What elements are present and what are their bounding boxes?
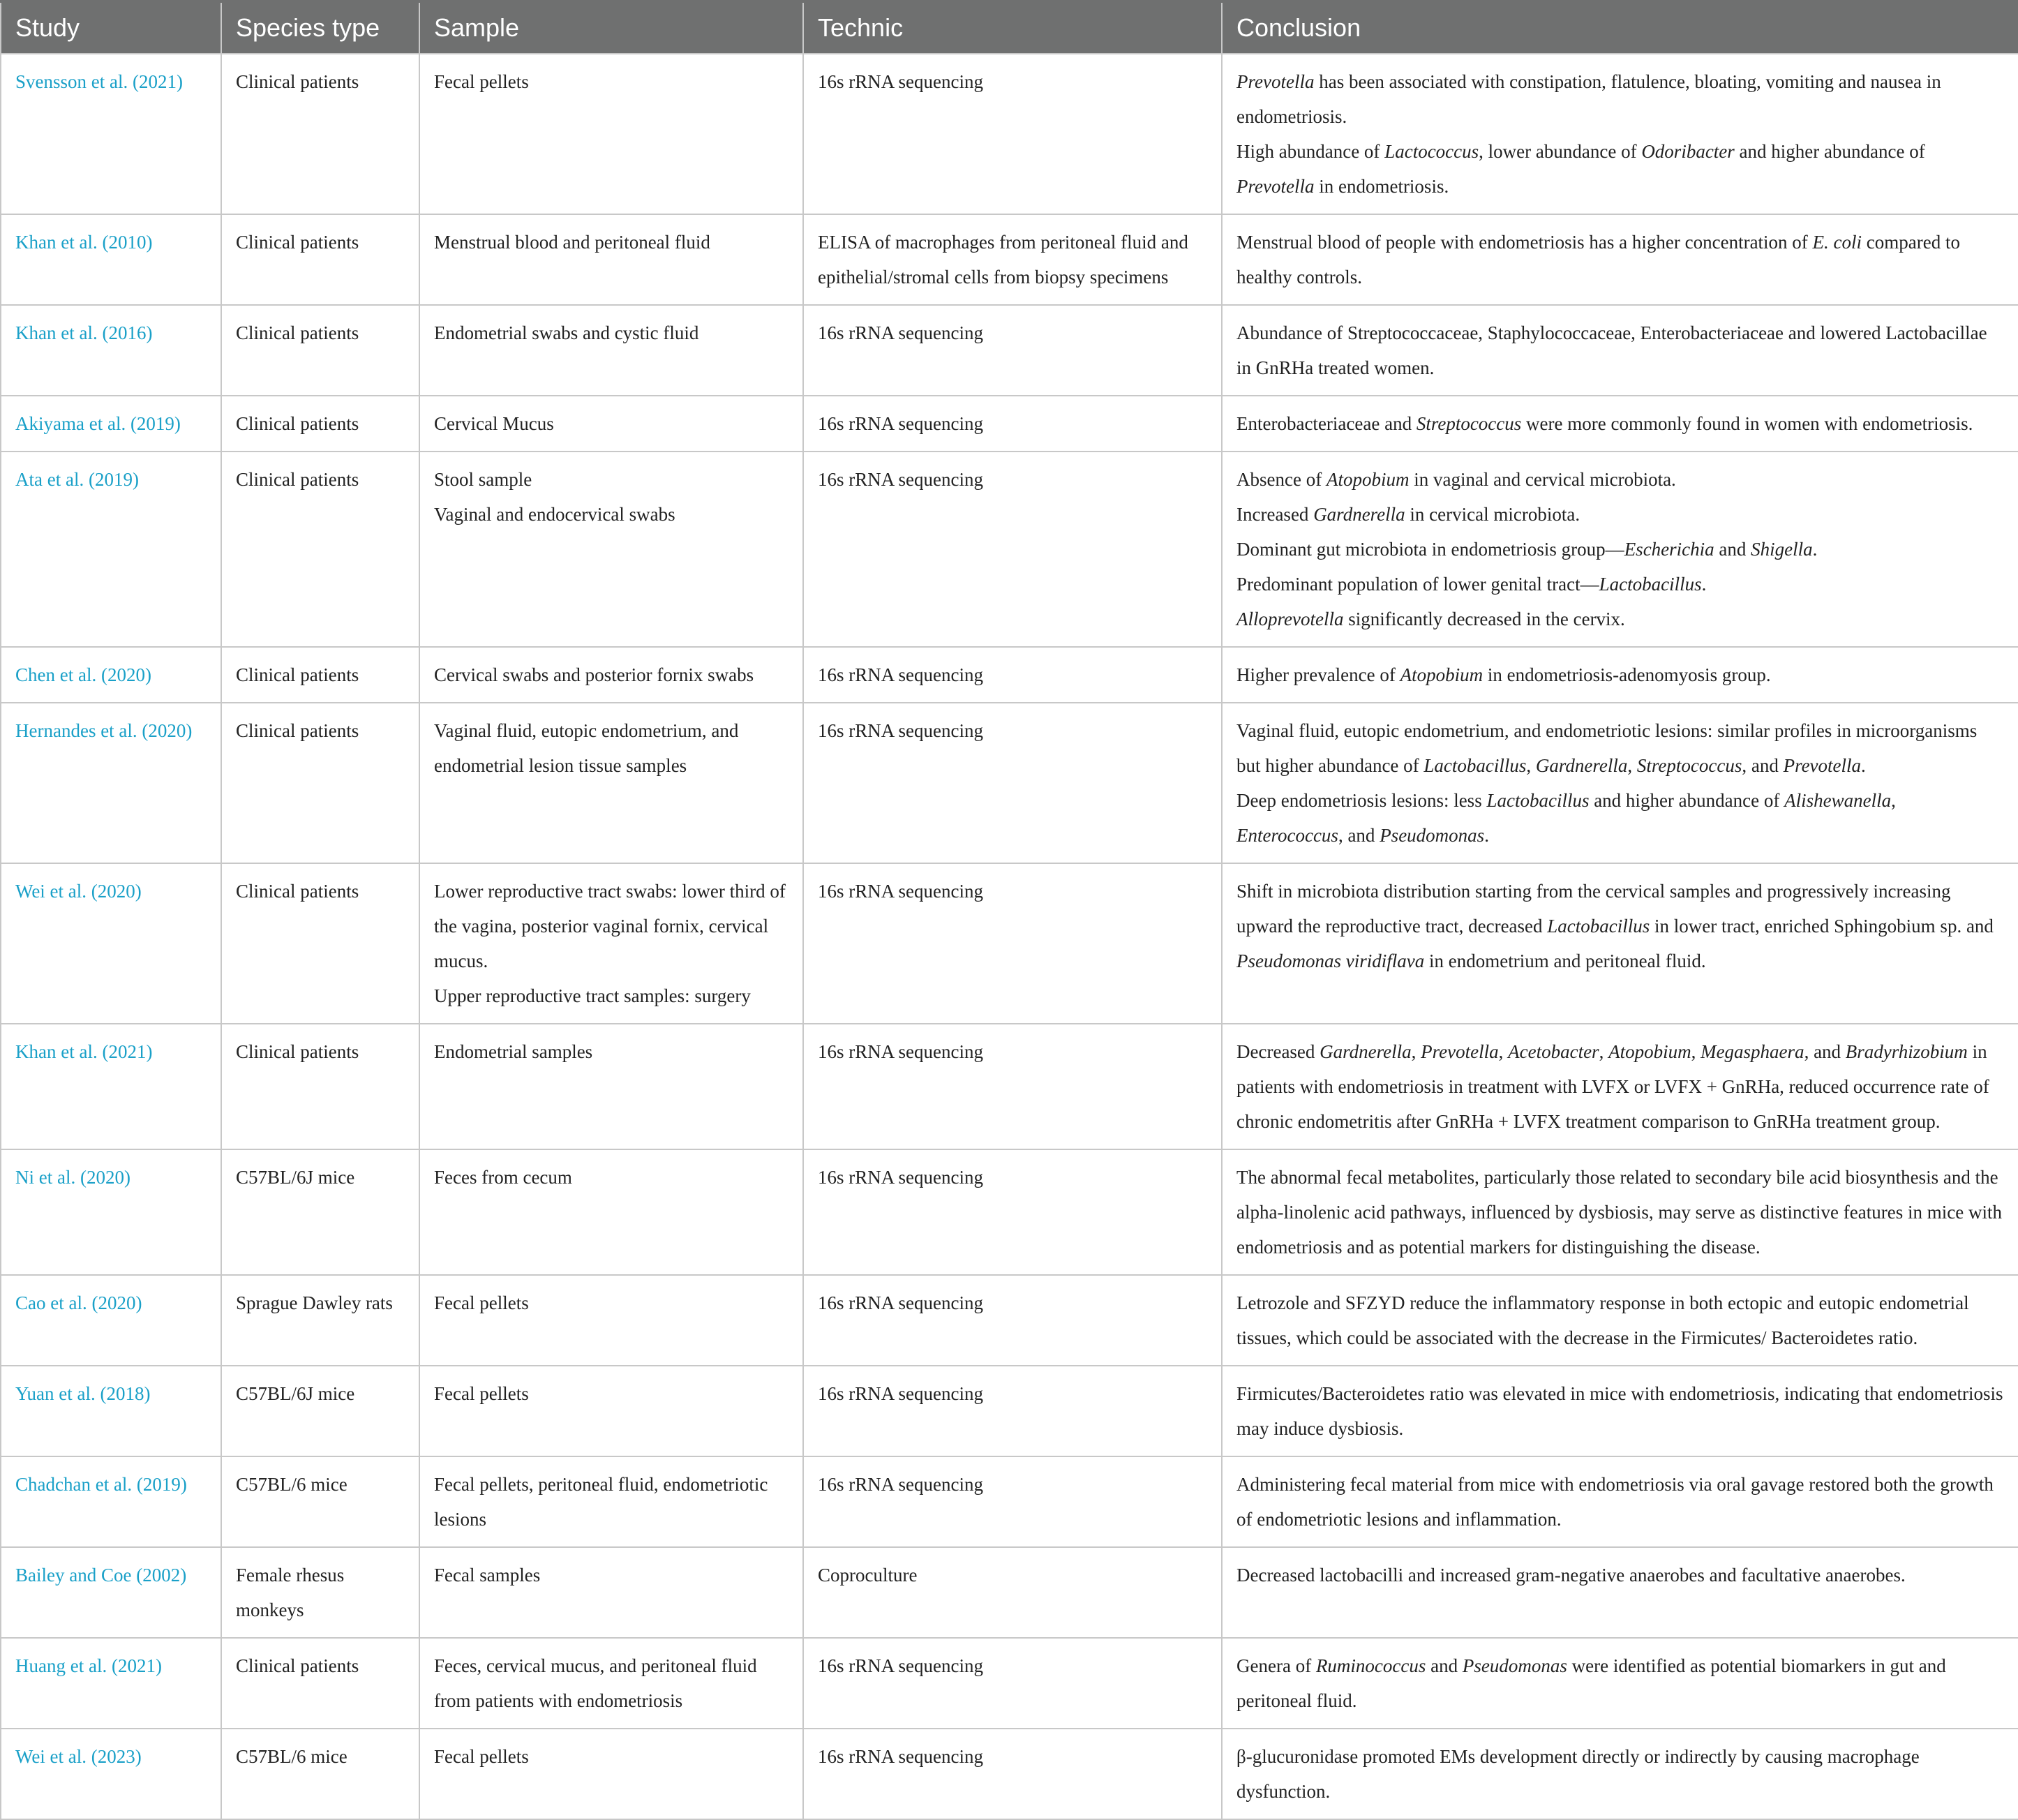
species-type-cell: Sprague Dawley rats	[221, 1275, 419, 1366]
conclusion-text: and higher abundance of	[1734, 141, 1925, 162]
conclusion-line	[1236, 1160, 2004, 1265]
species-type-cell: Female rhesus monkeys	[221, 1547, 419, 1638]
sample-line: Fecal pellets	[434, 71, 529, 92]
table-row	[1, 305, 2018, 396]
taxon-name: Acetobacter	[1508, 1041, 1599, 1062]
taxon-name: Bradyrhizobium	[1845, 1041, 1968, 1062]
conclusion-text: Increased	[1236, 504, 1314, 525]
technic-cell: ELISA of macrophages from peritoneal fluid and epithelial/stromal cells from biopsy specimens	[803, 214, 1222, 305]
conclusion-cell	[1222, 1024, 2018, 1149]
sample-cell	[419, 214, 803, 305]
conclusion-text: Firmicutes/Bacteroidetes ratio was elevated in mice with endometriosis, indicating that endometriosis may induce dysbiosis.	[1236, 1383, 2003, 1439]
species-type-cell: C57BL/6 mice	[221, 1729, 419, 1819]
conclusion-text: Deep endometriosis lesions: less	[1236, 790, 1487, 811]
conclusion-text: were more commonly found in women with endometriosis.	[1521, 413, 1973, 434]
table-body	[1, 54, 2018, 1819]
conclusion-cell	[1222, 452, 2018, 647]
sample-cell	[419, 1024, 803, 1149]
conclusion-text: and	[1714, 539, 1751, 560]
technic-cell: 16s rRNA sequencing	[803, 1456, 1222, 1547]
study-link[interactable]: Bailey and Coe (2002)	[1, 1547, 221, 1638]
study-link[interactable]: Wei et al. (2023)	[1, 1729, 221, 1819]
conclusion-text: in patients with endometriosis in treatment with LVFX or LVFX + GnRHa, reduced occurrence rate of chronic endometritis after GnRHa + LVFX treatment comparison to GnRHa treatment group.	[1236, 1041, 1989, 1132]
taxon-name: Pseudomonas	[1380, 825, 1485, 846]
sample-cell	[419, 396, 803, 452]
conclusion-cell	[1222, 1275, 2018, 1366]
species-type-cell: Clinical patients	[221, 703, 419, 863]
conclusion-text: .	[1484, 825, 1489, 846]
conclusion-text: Letrozole and SFZYD reduce the inflammatory response in both ectopic and eutopic endometrial tissues, which could be associated with the decrease in the Firmicutes/ Bacteroidetes ratio.	[1236, 1292, 1969, 1348]
species-type-cell: Clinical patients	[221, 214, 419, 305]
taxon-name: Alishewanella	[1784, 790, 1892, 811]
conclusion-text: and	[1426, 1655, 1463, 1676]
sample-line: Endometrial samples	[434, 1041, 593, 1062]
table-row	[1, 1024, 2018, 1149]
conclusion-line	[1236, 783, 2004, 853]
sample-cell	[419, 703, 803, 863]
conclusion-text: ,	[1411, 1041, 1421, 1062]
sample-cell	[419, 452, 803, 647]
sample-line: Cervical swabs and posterior fornix swabs	[434, 664, 754, 685]
conclusion-line	[1236, 1285, 2004, 1355]
taxon-name: Escherichia	[1624, 539, 1714, 560]
sample-cell	[419, 1456, 803, 1547]
study-link[interactable]: Ata et al. (2019)	[1, 452, 221, 647]
header-conclusion: Conclusion	[1222, 1, 2018, 54]
sample-line: Cervical Mucus	[434, 413, 554, 434]
conclusion-line	[1236, 406, 2004, 441]
study-link[interactable]: Khan et al. (2021)	[1, 1024, 221, 1149]
taxon-name: Lactobacillus	[1486, 790, 1590, 811]
conclusion-line	[1236, 602, 2004, 636]
conclusion-cell	[1222, 1729, 2018, 1819]
conclusion-text: in endometriosis.	[1314, 176, 1449, 197]
conclusion-line	[1236, 567, 2004, 602]
sample-line: Fecal pellets	[434, 1292, 529, 1313]
technic-cell: 16s rRNA sequencing	[803, 396, 1222, 452]
table-row	[1, 703, 2018, 863]
sample-line: Endometrial swabs and cystic fluid	[434, 322, 699, 343]
technic-cell: 16s rRNA sequencing	[803, 1024, 1222, 1149]
conclusion-text: , and	[1338, 825, 1380, 846]
conclusion-text: Administering fecal material from mice with endometriosis via oral gavage restored both the growth of endometriotic lesions and inflammation.	[1236, 1474, 1994, 1530]
species-type-cell: Clinical patients	[221, 305, 419, 396]
taxon-name: Atopobium	[1400, 664, 1483, 685]
species-type-cell: Clinical patients	[221, 1024, 419, 1149]
taxon-name: Lactobacillus	[1547, 916, 1650, 937]
sample-cell	[419, 305, 803, 396]
technic-cell: 16s rRNA sequencing	[803, 647, 1222, 703]
sample-cell	[419, 54, 803, 214]
taxon-name: Shigella	[1751, 539, 1813, 560]
conclusion-text: ,	[1526, 755, 1536, 776]
header-species-type: Species type	[221, 1, 419, 54]
conclusion-text: ,	[1691, 1041, 1701, 1062]
technic-cell: Coproculture	[803, 1547, 1222, 1638]
conclusion-line	[1236, 1558, 2004, 1592]
conclusion-text: Menstrual blood of people with endometriosis has a higher concentration of	[1236, 232, 1813, 253]
technic-cell: 16s rRNA sequencing	[803, 863, 1222, 1024]
header-technic: Technic	[803, 1, 1222, 54]
table-row	[1, 1456, 2018, 1547]
conclusion-text: Absence of	[1236, 469, 1326, 490]
study-link[interactable]: Chen et al. (2020)	[1, 647, 221, 703]
conclusion-text: β-glucuronidase promoted EMs development directly or indirectly by causing macrophage dysfunction.	[1236, 1746, 1920, 1802]
sample-line: Feces, cervical mucus, and peritoneal fluid from patients with endometriosis	[434, 1655, 757, 1711]
table-row	[1, 1547, 2018, 1638]
species-type-cell: Clinical patients	[221, 396, 419, 452]
taxon-name: Odoribacter	[1641, 141, 1735, 162]
table-row	[1, 863, 2018, 1024]
conclusion-text: Higher prevalence of	[1236, 664, 1400, 685]
conclusion-text: in endometrium and peritoneal fluid.	[1424, 950, 1706, 971]
study-link[interactable]: Yuan et al. (2018)	[1, 1366, 221, 1456]
taxon-name: Prevotella	[1783, 755, 1862, 776]
conclusion-text: in endometriosis-adenomyosis group.	[1483, 664, 1771, 685]
table-row	[1, 647, 2018, 703]
conclusion-cell	[1222, 1638, 2018, 1729]
conclusion-cell	[1222, 54, 2018, 214]
sample-cell	[419, 1366, 803, 1456]
technic-cell: 16s rRNA sequencing	[803, 1638, 1222, 1729]
study-link[interactable]: Cao et al. (2020)	[1, 1275, 221, 1366]
conclusion-text: Vaginal fluid, eutopic endometrium, and endometriotic lesions: similar profiles in microorganisms but higher abundance of	[1236, 720, 1978, 776]
sample-line: Fecal samples	[434, 1565, 541, 1586]
technic-cell: 16s rRNA sequencing	[803, 1729, 1222, 1819]
conclusion-line	[1236, 713, 2004, 783]
table-row	[1, 54, 2018, 214]
table-row	[1, 1149, 2018, 1275]
conclusion-text: Predominant population of lower genital tract—	[1236, 574, 1599, 595]
conclusion-line	[1236, 657, 2004, 692]
sample-line: Vaginal and endocervical swabs	[434, 504, 675, 525]
sample-cell	[419, 1275, 803, 1366]
conclusion-text: has been associated with constipation, flatulence, bloating, vomiting and nausea in endometriosis.	[1236, 71, 1941, 127]
study-link[interactable]: Hernandes et al. (2020)	[1, 703, 221, 863]
taxon-name: Gardnerella	[1320, 1041, 1412, 1062]
conclusion-line	[1236, 497, 2004, 532]
taxon-name: Alloprevotella	[1236, 609, 1344, 629]
technic-cell: 16s rRNA sequencing	[803, 452, 1222, 647]
conclusion-line	[1236, 1034, 2004, 1139]
conclusion-cell	[1222, 1149, 2018, 1275]
header-row	[1, 1, 2018, 54]
study-link[interactable]: Svensson et al. (2021)	[1, 54, 221, 214]
sample-cell	[419, 647, 803, 703]
conclusion-text: Enterobacteriaceae and	[1236, 413, 1417, 434]
sample-line: Fecal pellets	[434, 1383, 529, 1404]
species-type-cell: C57BL/6 mice	[221, 1456, 419, 1547]
study-link[interactable]: Khan et al. (2010)	[1, 214, 221, 305]
study-link[interactable]: Akiyama et al. (2019)	[1, 396, 221, 452]
conclusion-text: Shift in microbiota distribution starting from the cervical samples and progressively increasing upward the reproductive tract, decreased	[1236, 881, 1951, 937]
study-link[interactable]: Khan et al. (2016)	[1, 305, 221, 396]
conclusion-cell	[1222, 647, 2018, 703]
conclusion-text: .	[1701, 574, 1707, 595]
species-type-cell: Clinical patients	[221, 647, 419, 703]
taxon-name: Gardnerella	[1535, 755, 1628, 776]
study-link[interactable]: Chadchan et al. (2019)	[1, 1456, 221, 1547]
sample-line: Vaginal fluid, eutopic endometrium, and endometrial lesion tissue samples	[434, 720, 739, 776]
conclusion-text: ,	[1891, 790, 1896, 811]
technic-cell: 16s rRNA sequencing	[803, 54, 1222, 214]
table-row	[1, 452, 2018, 647]
conclusion-cell	[1222, 305, 2018, 396]
sample-line: Fecal pellets, peritoneal fluid, endometriotic lesions	[434, 1474, 768, 1530]
taxon-name: E. coli	[1812, 232, 1862, 253]
study-link[interactable]: Huang et al. (2021)	[1, 1638, 221, 1729]
sample-line: Upper reproductive tract samples: surgery	[434, 985, 751, 1006]
conclusion-text: Dominant gut microbiota in endometriosis group—	[1236, 539, 1624, 560]
conclusion-line	[1236, 462, 2004, 497]
conclusion-text: in lower tract, enriched Sphingobium sp. and	[1650, 916, 1994, 937]
conclusion-text: in cervical microbiota.	[1405, 504, 1580, 525]
conclusion-text: .	[1812, 539, 1818, 560]
conclusion-line	[1236, 315, 2004, 385]
conclusion-text: in vaginal and cervical microbiota.	[1409, 469, 1676, 490]
sample-line: Fecal pellets	[434, 1746, 529, 1767]
conclusion-text: , and	[1742, 755, 1784, 776]
taxon-name: Pseudomonas viridiflava	[1236, 950, 1425, 971]
conclusion-line	[1236, 134, 2004, 204]
sample-line: Lower reproductive tract swabs: lower third of the vagina, posterior vaginal fornix, cervical mucus.	[434, 881, 786, 971]
conclusion-text: High abundance of	[1236, 141, 1385, 162]
table-row	[1, 1366, 2018, 1456]
conclusion-text: ,	[1627, 755, 1637, 776]
conclusion-text: , lower abundance of	[1479, 141, 1642, 162]
taxon-name: Prevotella	[1236, 71, 1315, 92]
conclusion-cell	[1222, 396, 2018, 452]
species-type-cell: Clinical patients	[221, 1638, 419, 1729]
conclusion-line	[1236, 1739, 2004, 1809]
conclusion-text: Genera of	[1236, 1655, 1316, 1676]
header-sample: Sample	[419, 1, 803, 54]
table-row	[1, 1729, 2018, 1819]
taxon-name: Enterococcus	[1236, 825, 1338, 846]
taxon-name: Lactococcus	[1384, 141, 1479, 162]
conclusion-text: ,	[1498, 1041, 1509, 1062]
technic-cell: 16s rRNA sequencing	[803, 1366, 1222, 1456]
taxon-name: Prevotella	[1421, 1041, 1499, 1062]
table-row	[1, 396, 2018, 452]
taxon-name: Lactobacillus	[1423, 755, 1527, 776]
conclusion-text: and higher abundance of	[1589, 790, 1785, 811]
conclusion-text: significantly decreased in the cervix.	[1343, 609, 1625, 629]
conclusion-cell	[1222, 1547, 2018, 1638]
technic-cell: 16s rRNA sequencing	[803, 305, 1222, 396]
conclusion-text: Abundance of Streptococcaceae, Staphylococcaceae, Enterobacteriaceae and lowered Lactobacillae in GnRHa treated women.	[1236, 322, 1987, 378]
conclusion-line	[1236, 874, 2004, 978]
species-type-cell: Clinical patients	[221, 452, 419, 647]
taxon-name: Pseudomonas	[1462, 1655, 1567, 1676]
conclusion-cell	[1222, 863, 2018, 1024]
conclusion-cell	[1222, 1456, 2018, 1547]
species-type-cell: C57BL/6J mice	[221, 1366, 419, 1456]
sample-cell	[419, 1638, 803, 1729]
conclusion-text: The abnormal fecal metabolites, particularly those related to secondary bile acid biosynthesis and the alpha-linolenic acid pathways, influenced by dysbiosis, may serve as distinctive features in mice with endometriosis and as potential markers for distinguishing the disease.	[1236, 1167, 2002, 1258]
conclusion-cell	[1222, 1366, 2018, 1456]
species-type-cell: Clinical patients	[221, 863, 419, 1024]
conclusion-text: were identified as potential biomarkers in gut and peritoneal fluid.	[1236, 1655, 1946, 1711]
taxon-name: Streptococcus	[1636, 755, 1742, 776]
conclusion-text: Decreased lactobacilli and increased gram-negative anaerobes and facultative anaerobes.	[1236, 1565, 1906, 1586]
conclusion-line	[1236, 225, 2004, 294]
taxon-name: Atopobium	[1326, 469, 1410, 490]
header-study: Study	[1, 1, 221, 54]
conclusion-text: , and	[1804, 1041, 1846, 1062]
technic-cell: 16s rRNA sequencing	[803, 703, 1222, 863]
sample-cell	[419, 1547, 803, 1638]
conclusion-line	[1236, 64, 2004, 134]
sample-cell	[419, 1729, 803, 1819]
table-row	[1, 214, 2018, 305]
sample-line: Menstrual blood and peritoneal fluid	[434, 232, 710, 253]
table-row	[1, 1275, 2018, 1366]
conclusion-line	[1236, 1467, 2004, 1537]
taxon-name: Prevotella	[1236, 176, 1315, 197]
conclusion-line	[1236, 1376, 2004, 1446]
study-link[interactable]: Ni et al. (2020)	[1, 1149, 221, 1275]
study-link[interactable]: Wei et al. (2020)	[1, 863, 221, 1024]
sample-line: Stool sample	[434, 469, 532, 490]
taxon-name: Gardnerella	[1313, 504, 1405, 525]
taxon-name: Lactobacillus	[1599, 574, 1702, 595]
conclusion-text: ,	[1599, 1041, 1609, 1062]
table-row	[1, 1638, 2018, 1729]
taxon-name: Ruminococcus	[1315, 1655, 1426, 1676]
taxon-name: Streptococcus	[1416, 413, 1522, 434]
conclusion-line	[1236, 1648, 2004, 1718]
conclusion-text: compared to healthy controls.	[1236, 232, 1960, 288]
conclusion-text: .	[1861, 755, 1866, 776]
sample-cell	[419, 863, 803, 1024]
species-type-cell: C57BL/6J mice	[221, 1149, 419, 1275]
sample-cell	[419, 1149, 803, 1275]
technic-cell: 16s rRNA sequencing	[803, 1149, 1222, 1275]
taxon-name: Atopobium	[1608, 1041, 1691, 1062]
taxon-name: Megasphaera	[1701, 1041, 1804, 1062]
conclusion-text: Decreased	[1236, 1041, 1320, 1062]
conclusion-cell	[1222, 214, 2018, 305]
sample-line: Feces from cecum	[434, 1167, 572, 1188]
conclusion-cell	[1222, 703, 2018, 863]
conclusion-line	[1236, 532, 2004, 567]
technic-cell: 16s rRNA sequencing	[803, 1275, 1222, 1366]
species-type-cell: Clinical patients	[221, 54, 419, 214]
